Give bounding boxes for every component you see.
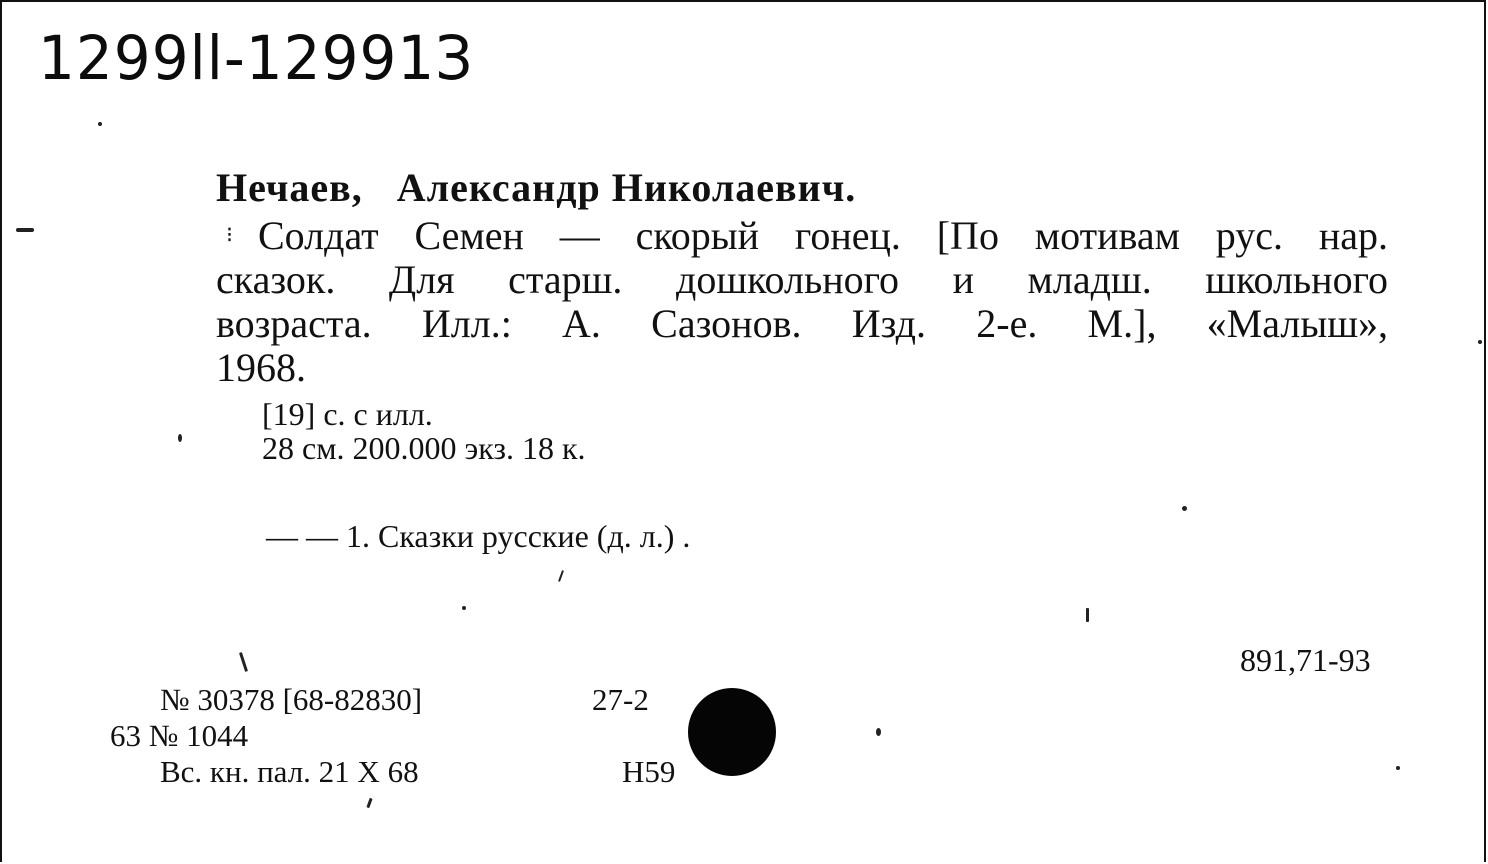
description-line-1: Солдат Семен — скорый гонец. [По мотивам рус. нар. (258, 213, 1388, 258)
subject-heading: — — 1. Сказки русские (д. л.) . (266, 518, 691, 554)
ink-speck (1478, 340, 1482, 344)
author-surname: Нечаев, (216, 165, 363, 210)
collation-size-print-run-price: 28 см. 200.000 экз. 18 к. (262, 430, 586, 466)
collation-pages: [19] с. с илл. (262, 396, 433, 432)
ink-speck (98, 122, 102, 126)
punch-hole (688, 688, 776, 776)
bibliographic-description (216, 214, 1388, 390)
ink-speck (876, 728, 881, 736)
ink-speck (558, 570, 564, 582)
author-heading (216, 164, 856, 211)
description-line-4: 1968. (216, 345, 306, 390)
card-number: 63 № 1044 (110, 718, 249, 753)
ink-speck (1086, 608, 1089, 622)
author-mark: Н59 (622, 754, 676, 789)
ink-speck (1182, 506, 1187, 511)
author-given-name: Александр Николаевич. (396, 165, 857, 210)
ink-speck (366, 798, 372, 808)
description-line-2: сказок. Для старш. дошкольного и младш. школьного (216, 257, 1388, 302)
ink-speck (462, 606, 466, 610)
ink-speck (1396, 766, 1400, 770)
chamber-line: Вс. кн. пал. 21 X 68 (160, 754, 419, 789)
registration-number: № 30378 [68-82830] (160, 682, 423, 717)
ink-speck (16, 228, 34, 232)
handwritten-record-number: 1299ll-12991З (38, 22, 474, 94)
description-line-3: возраста. Илл.: А. Сазонов. Изд. 2-е. М.], «Малыш», (216, 301, 1388, 346)
print-code: 27-2 (592, 682, 649, 717)
margin-mark: ⁝ (226, 222, 233, 247)
ink-speck (178, 434, 182, 442)
classification-number: 891,71-93 (1240, 642, 1371, 678)
ink-speck (239, 652, 248, 672)
